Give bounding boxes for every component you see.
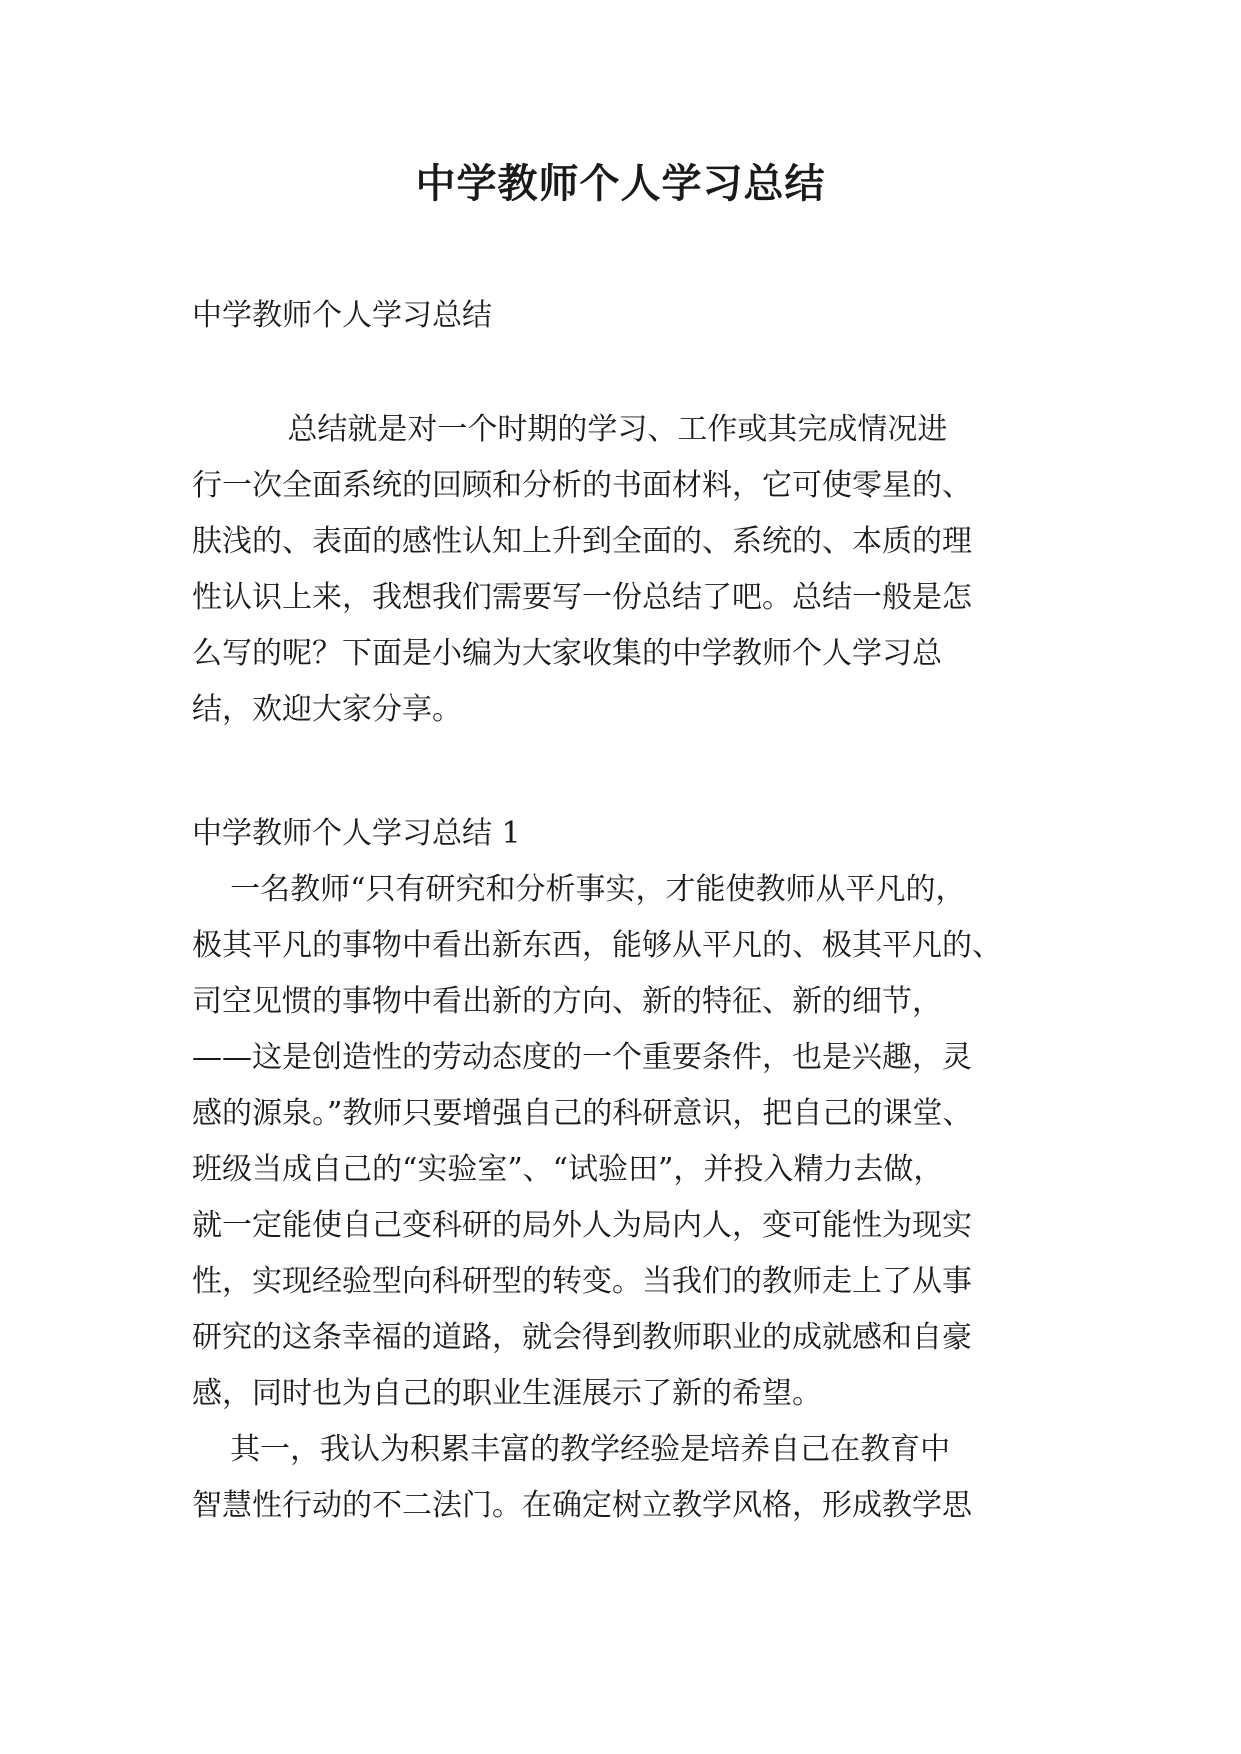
- intro-line-4: 性认识上来，我想我们需要写一份总结了吧。总结一般是怎: [192, 580, 972, 615]
- subtitle-line: 中学教师个人学习总结: [192, 298, 492, 333]
- section-heading: [192, 806, 1072, 862]
- section-line-1: 一名教师“只有研究和分析事实，才能使教师从平凡的，: [192, 872, 966, 907]
- intro-line-3: 肤浅的、表面的感性认知上升到全面的、系统的、本质的理: [192, 524, 972, 559]
- section-line-5: 感的源泉。”教师只要增强自己的科研意识，把自己的课堂、: [192, 1096, 973, 1131]
- section-line-12: 智慧性行动的不二法门。在确定树立教学风格，形成教学思: [192, 1488, 972, 1523]
- document-subtitle: [192, 288, 1072, 344]
- intro-line-2: 行一次全面系统的回顾和分析的书面材料，它可使零星的、: [192, 468, 972, 503]
- section-line-11: 其一，我认为积累丰富的教学经验是培养自己在教育中: [192, 1432, 951, 1467]
- section-line-10: 感，同时也为自己的职业生涯展示了新的希望。: [192, 1376, 822, 1411]
- section-line-8: 性，实现经验型向科研型的转变。当我们的教师走上了从事: [192, 1264, 972, 1299]
- section-body: [192, 862, 1072, 1534]
- section-line-2: 极其平凡的事物中看出新东西，能够从平凡的、极其平凡的、: [192, 928, 1002, 963]
- section-line-4: ——这是创造性的劳动态度的一个重要条件，也是兴趣，灵: [192, 1040, 972, 1075]
- document-title: 中学教师个人学习总结: [415, 160, 826, 207]
- intro-line-6: 结，欢迎大家分享。: [192, 692, 462, 727]
- intro-line-1: 总结就是对一个时期的学习、工作或其完成情况进: [192, 412, 948, 447]
- intro-line-5: 么写的呢？下面是小编为大家收集的中学教师个人学习总: [192, 636, 942, 671]
- section-line-6: 班级当成自己的“实验室”、“试验田”，并投入精力去做，: [192, 1152, 944, 1187]
- section-line-3: 司空见惯的事物中看出新的方向、新的特征、新的细节，: [192, 984, 942, 1019]
- section-heading-text: 中学教师个人学习总结 1: [192, 816, 521, 851]
- intro-paragraph: [192, 402, 1072, 738]
- section-line-9: 研究的这条幸福的道路，就会得到教师职业的成就感和自豪: [192, 1320, 972, 1355]
- section-line-7: 就一定能使自己变科研的局外人为局内人，变可能性为现实: [192, 1208, 972, 1243]
